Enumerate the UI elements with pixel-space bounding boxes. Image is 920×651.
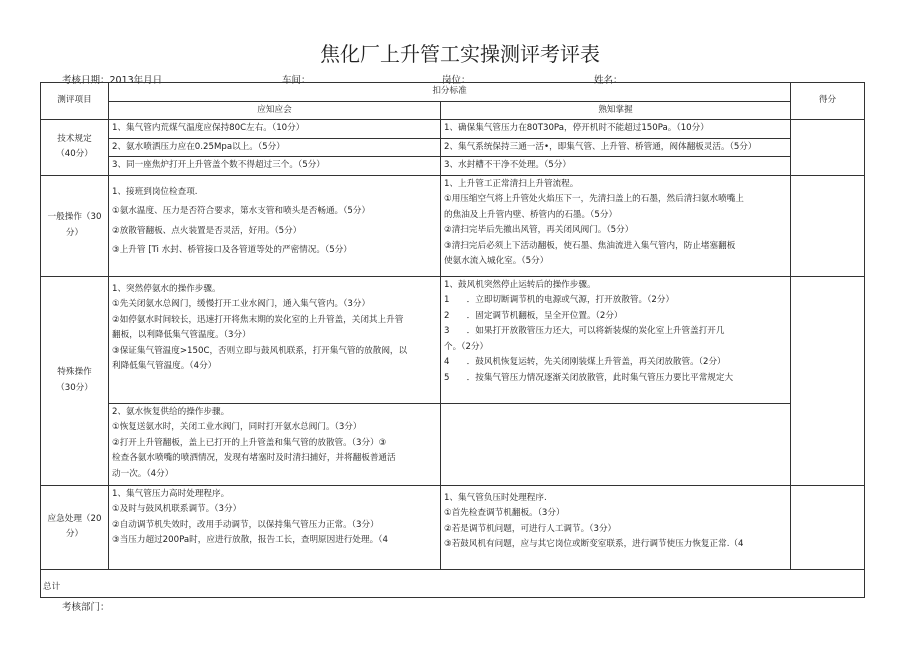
special-left-1: 1、突然停氨水的操作步骤。 ①先关闭氨水总阀门，缓慢打开工业水阀门，通入集气管内。（3分） ②如停氨水时间较长，迅速打开将焦末期的炭化室的上升管盖，关闭其上升管 翻板，以利降低集气管温度。（3分） ③保证集气管温度>150C，否则立即与鼓风机联系，打开集气管的放散阀，以 利降低集气管温度。（4分） (109, 276, 441, 403)
header-deduct: 扣分标准 (109, 83, 791, 102)
total-label: 总计 (43, 582, 61, 592)
header-item: 测评项目 (41, 83, 109, 120)
tech-left-3: 3、同一座焦炉打开上升管盖个数不得超过三个。（5分） (109, 157, 441, 176)
score-cell-emergency[interactable] (791, 485, 865, 569)
special-left-2: 2、氨水恢复供给的操作步骤。 ①恢复送氨水时，关闭工业水阀门，同时打开氨水总阀门。（3分） ②打开上升管翻板，盖上已打开的上升管盖和集气管的放散管。（3分）③ 检查各氨水喷嘴的喷洒情况，发现有堵塞时及时清扫捕好，并将翻板普通活 动一次。（4分） (109, 403, 441, 485)
general-left: 1、接班到岗位检查项. ①氨水温度、压力是否符合要求，第水支管和喷头是否畅通。（5分） ②放散管翻板、点火装置是否灵活，好用。（5分） ③上升管 [Ti 水封、桥管接口及各管道等处的严密情况。（5分） (109, 175, 441, 276)
tech-left-1: 1、集气管内荒煤气温度应保持80C左右。（10分） (109, 120, 441, 139)
score-cell-special[interactable] (791, 276, 865, 485)
name-label: 姓名： (594, 75, 623, 86)
tech-left-2: 2、氨水喷洒压力应在0.25Mpa以上。（5分） (109, 138, 441, 157)
workshop-label: 车间： (282, 75, 311, 86)
page-title: 焦化厂上升管工实操测评考评表 (320, 42, 600, 66)
tech-right-1: 1、确保集气管压力在80T30Pa，停开机时不能超过150Pa。（10分） (441, 120, 791, 139)
exam-date: 考核日期：2013年月日 (62, 75, 163, 86)
special-right: 1、鼓风机突然停止运转后的操作步骤。 1 ．立即切断调节机的电源或气源，打开放散管。（2分） 2 ．固定调节机翻板，呈全开位置。（2分） 3 ．如果打开放散管压力还大，可以将新装煤的炭化室上升管盖打开几 个。（2分） 4 ．鼓风机恢复运转，先关闭刚装煤上升管盖，再关闭放散管。（2分） 5 ．按集气管压力情况逐渐关闭放散管，此时集气管压力要比平常规定大 (441, 276, 791, 403)
category-tech: 技术规定 （40分） (41, 120, 109, 176)
emergency-right: 1、集气管负压时处理程序. ①首先检查调节机翻板。（3分） ②若是调节机问题，可进行人工调节。（3分） ③若鼓风机有问题，应与其它岗位或断变室联系，进行调节使压力恢复正常.（4 (441, 485, 791, 569)
post-label: 岗位： (442, 75, 471, 86)
category-emergency: 应急处理（20 分） (41, 485, 109, 569)
tech-right-3: 3、水封槽不干净不处理。（5分） (441, 157, 791, 176)
category-special: 特殊操作 （30分） (41, 276, 109, 485)
general-right: 1、上升管工正常清扫上升管流程。 ①用压缩空气将上升管处火焰压下一，先清扫盖上的石墨，然后清扫氨水喷嘴上 的焦油及上升管内壁、桥管内的石墨。（5分） ②清扫完毕后先撤出风管，再关闭风阀门。（5分） ③清扫完后必须上下活动翻板，使石墨、焦油流进入集气管内，防止堵塞翻板 使氨水流入城化室。（5分） (441, 175, 791, 276)
evaluation-table (40, 82, 865, 598)
total-row (41, 569, 865, 597)
header-master: 熟知掌握 (441, 101, 791, 120)
tech-right-2: 2、集气系统保持三通一活•，即集气管、上升管、桥管通，阀体翻板灵活。（5分） (441, 138, 791, 157)
exam-department: 考核部门： (62, 602, 110, 613)
score-cell-tech[interactable] (791, 120, 865, 176)
special-right-empty (441, 403, 791, 485)
score-cell-general[interactable] (791, 175, 865, 276)
category-general: 一般操作（30 分） (41, 175, 109, 276)
header-score: 得分 (791, 83, 865, 120)
header-should-know: 应知应会 (109, 101, 441, 120)
emergency-left: 1、集气管压力高时处理程序。 ①及时与鼓风机联系调节。（3分） ②自动调节机失效时，改用手动调节，以保持集气管压力正常。（3分） ③当压力超过200Pa时，应进行放散，报告工长，查明原因进行处理。（4 (109, 485, 441, 569)
